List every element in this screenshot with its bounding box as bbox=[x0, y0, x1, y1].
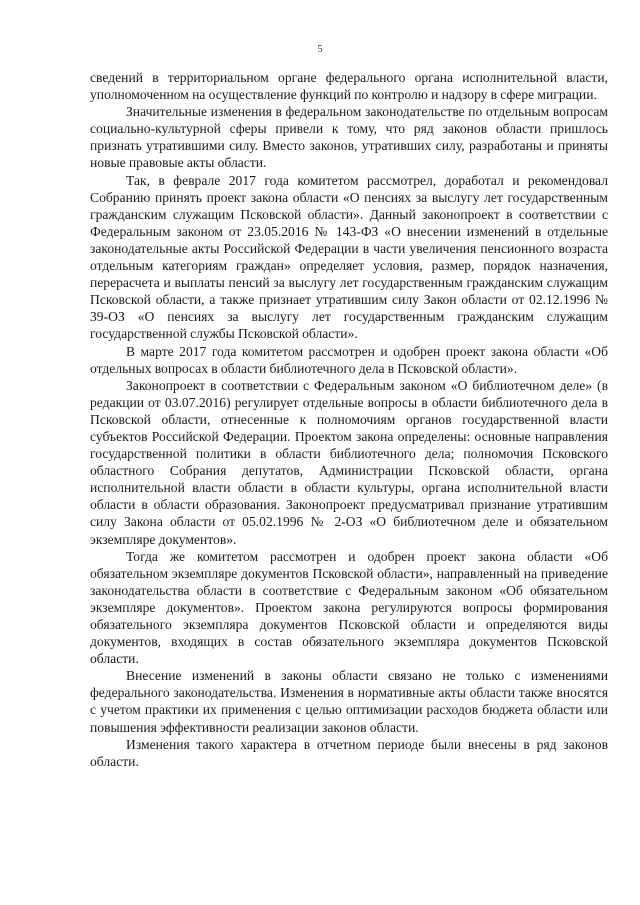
paragraph-8: Изменения такого характера в отчетном периоде были внесены в ряд законов области. bbox=[90, 736, 608, 769]
paragraph-1: сведений в территориальном органе федерального органа исполнительной власти, уполномоченном на осуществление функций по контролю и надзору в сфере миграции. bbox=[90, 70, 608, 103]
page-number: 5 bbox=[317, 44, 323, 55]
paragraph-6: Тогда же комитетом рассмотрен и одобрен проект закона области «Об обязательном экземпляре документов Псковской области», направленный на приведение законодательства области в соответствие с Федеральным законом «Об обязательном экземпляре документов». Проектом закона регулируются вопросы формирования обязательного экземпляра документов Псковской области и определяются виды документов, входящих в состав обязательного экземпляра документов Псковской области. bbox=[90, 548, 608, 667]
document-body bbox=[90, 69, 608, 770]
paragraph-7: Внесение изменений в законы области связано не только с изменениями федерального законодательства. Изменения в нормативные акты области также вносятся с учетом практики их применения с целью оптимизации расходов бюджета области или повышения эффективности реализации законов области. bbox=[90, 668, 608, 735]
paragraph-2: Значительные изменения в федеральном законодательстве по отдельным вопросам социально-культурной сферы привели к тому, что ряд законов области пришлось признать утратившими силу. Вместо законов, утративших силу, разработаны и приняты новые правовые акты области. bbox=[90, 104, 608, 171]
paragraph-5: Законопроект в соответствии с Федеральным законом «О библиотечном деле» (в редакции от 03.07.2016) регулирует отдельные вопросы в области библиотечного дела в Псковской области, отнесенные к полномочиям органов государственной власти субъектов Российской Федерации. Проектом закона определены: основные направления государственной политики в области библиотечного дела; полномочия Псковского областного Собрания депутатов, Администрации Псковской области, органа исполнительной власти области в области культуры, органа исполнительной власти области в области образования. Законопроект предусматривал признание утратившим силу Закона области от 05.02.1996 № 2-ОЗ «О библиотечном деле и обязательном экземпляре документов». bbox=[90, 377, 608, 547]
paragraph-3: Так, в феврале 2017 года комитетом рассмотрел, доработал и рекомендовал Собранию принять проект закона области «О пенсиях за выслугу лет государственным гражданским служащим Псковской области». Данный законопроект в соответствии с Федеральным законом от 23.05.2016 № 143-ФЗ «О внесении изменений в отдельные законодательные акты Российской Федерации в части увеличения пенсионного возраста отдельным категориям граждан» определяет условия, размер, порядок назначения, перерасчета и выплаты пенсий за выслугу лет государственным гражданским служащим Псковской области, а также признает утратившим силу Закон области от 02.12.1996 № 39-ОЗ «О пенсиях за выслугу лет государственным гражданским служащим государственной службы Псковской области». bbox=[90, 172, 608, 342]
paragraph-4: В марте 2017 года комитетом рассмотрен и одобрен проект закона области «Об отдельных вопросах в области библиотечного дела в Псковской области». bbox=[90, 343, 608, 376]
